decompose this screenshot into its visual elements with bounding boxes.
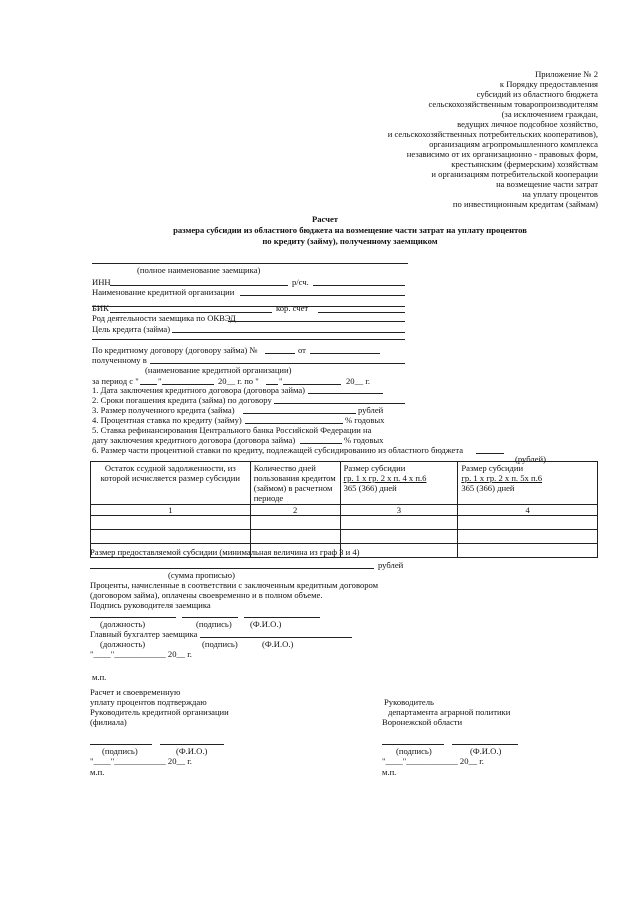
bank-head-label: Руководитель кредитной организации — [90, 707, 229, 717]
appendix-line: сельскохозяйственным товаропроизводителям — [428, 99, 598, 109]
bank-confirm-text: Расчет и своевременную — [90, 687, 181, 697]
table-header-subsidy-b — [458, 462, 598, 505]
position-caption: (должность) — [100, 619, 146, 629]
subsidy-size-label: Размер предоставляемой субсидии (минимальная величина из граф 3 и 4) — [90, 547, 360, 557]
purpose-field[interactable] — [172, 332, 405, 333]
table-row — [91, 516, 598, 530]
fio-caption: (Ф.И.О.) — [250, 619, 282, 629]
appendix-line: крестьянским (фермерским) хозяйствам — [451, 159, 598, 169]
bank-fio-line[interactable] — [160, 744, 224, 745]
item5-label: 5. Ставка рефинансирования Центрального банка Российской Федерации на — [92, 425, 372, 435]
dept-fio-caption: (Ф.И.О.) — [470, 746, 502, 756]
subsidy-table — [90, 461, 598, 558]
item4-field[interactable] — [245, 423, 343, 424]
account-field[interactable] — [313, 285, 405, 286]
table-cell[interactable] — [91, 516, 251, 530]
dept-name-label: департамента аграрной политики — [388, 707, 511, 717]
item2-label: 2. Сроки погашения кредита (займа) по договору — [92, 395, 272, 405]
contract-date-field[interactable] — [310, 353, 380, 354]
item2-field[interactable] — [274, 403, 405, 404]
bank-signature-line[interactable] — [90, 744, 152, 745]
appendix-line: на уплату процентов — [522, 189, 598, 199]
appendix-line: (за исключением граждан, — [501, 109, 598, 119]
dept-fio-line[interactable] — [452, 744, 518, 745]
appendix-line: к Порядку предоставления — [499, 79, 598, 89]
appendix-line: и сельскохозяйственных потребительских кооперативов), — [387, 129, 598, 139]
item3-label: 3. Размер полученного кредита (займа) — [92, 405, 235, 415]
period-quote-1: " — [158, 376, 162, 386]
accountant-label: Главный бухгалтер заемщика — [90, 629, 198, 639]
bank-stamp: м.п. — [90, 767, 105, 777]
borrower-stamp: м.п. — [92, 672, 107, 682]
corr-account-field[interactable] — [318, 312, 405, 313]
table-header-subsidy-a-days: 365 (366) дней — [343, 483, 397, 493]
bank-date: "____"____________ 20__ г. — [90, 756, 192, 766]
interest-paid-text: Проценты, начисленные в соответствии с заключенным кредитным договором — [90, 580, 379, 590]
borrower-date: "____"____________ 20__ г. — [90, 649, 192, 659]
table-cell[interactable] — [458, 516, 598, 530]
head-signature-label: Подпись руководителя заемщика — [90, 600, 211, 610]
table-col-number: 3 — [340, 505, 458, 516]
contract-no-label: По кредитному договору (договору займа) № — [92, 345, 258, 355]
appendix-line: независимо от их организационно - правовых форм, — [406, 149, 598, 159]
dept-date: "____"____________ 20__ г. — [382, 756, 484, 766]
table-cell[interactable] — [458, 544, 598, 558]
bank-confirm-text-2: уплату процентов подтверждаю — [90, 697, 207, 707]
corr-account-label: кор. счет — [276, 303, 309, 313]
period-quote-2: " — [279, 376, 283, 386]
table-header-subsidy-b-title: Размер субсидии — [461, 463, 524, 473]
dept-signature-caption: (подпись) — [396, 746, 432, 756]
borrower-name-line[interactable] — [92, 263, 408, 264]
received-in-label: полученному в — [92, 355, 147, 365]
dept-head-label: Руководитель — [384, 697, 434, 707]
table-header-subsidy-b-days: 365 (366) дней — [461, 483, 515, 493]
table-header-subsidy-a — [340, 462, 458, 505]
table-col-number: 4 — [458, 505, 598, 516]
item3-unit: рублей — [358, 405, 384, 415]
head-position-line[interactable] — [90, 617, 176, 618]
table-header-subsidy-a-title: Размер субсидии — [343, 463, 406, 473]
table-header-subsidy-a-formula: гр. 1 х гр. 2 х п. 4 х п.6 — [343, 473, 427, 483]
bank-signature-caption: (подпись) — [102, 746, 138, 756]
table-col-number: 2 — [250, 505, 340, 516]
subsidy-size-field[interactable] — [90, 568, 374, 569]
table-cell[interactable] — [340, 516, 458, 530]
head-signature-line[interactable] — [182, 617, 238, 618]
table-unit: (рублей) — [515, 454, 546, 464]
table-header-subsidy-b-formula: гр. 1 х гр. 2 х п. 5х п.6 — [461, 473, 543, 483]
period-year-2: 20__ г. — [346, 376, 371, 386]
period-prefix: за период с " — [92, 376, 139, 386]
item1-field[interactable] — [308, 393, 383, 394]
table-cell[interactable] — [458, 530, 598, 544]
dept-region-label: Воронежской области — [382, 717, 463, 727]
appendix-line: и организациям потребительской кооперации — [431, 169, 598, 179]
sum-in-words-caption: (сумма прописью) — [168, 570, 235, 580]
table-cell[interactable] — [250, 530, 340, 544]
purpose-field-2[interactable] — [92, 339, 405, 340]
bank-name-label: Наименование кредитной организации — [92, 287, 235, 297]
borrower-name-caption: (полное наименование заемщика) — [137, 265, 261, 275]
signature-caption: (подпись) — [196, 619, 232, 629]
accountant-line[interactable] — [200, 637, 352, 638]
bank-branch-label: (филиала) — [90, 717, 127, 727]
bank-name-field-2[interactable] — [92, 306, 405, 307]
item6-field[interactable] — [476, 453, 504, 454]
contract-from-label: от — [298, 345, 306, 355]
period-year-1: 20__ г. по " — [218, 376, 259, 386]
item3-field[interactable] — [243, 413, 356, 414]
item5-field[interactable] — [300, 443, 342, 444]
table-cell[interactable] — [340, 530, 458, 544]
item1-label: 1. Дата заключения кредитного договора (договора займа) — [92, 385, 306, 395]
item6-label: 6. Размер части процентной ставки по кредиту, подлежащей субсидированию из областного бюджета — [92, 445, 464, 455]
okved-label: Род деятельности заемщика по ОКВЭД — [92, 313, 236, 323]
account-label: р/сч. — [292, 277, 309, 287]
received-in-field[interactable] — [150, 363, 405, 364]
item4-label: 4. Процентная ставка по кредиту (займу) — [92, 415, 242, 425]
purpose-label: Цель кредита (займа) — [92, 324, 171, 334]
appendix-line: по инвестиционным кредитам (займам) — [452, 199, 598, 209]
accountant-signature-caption: (подпись) — [202, 639, 238, 649]
appendix-line: субсидий из областного бюджета — [476, 89, 598, 99]
document-title: Расчет — [311, 214, 339, 224]
bank-fio-caption: (Ф.И.О.) — [176, 746, 208, 756]
appendix-line: организациям агропромышленного комплекса — [429, 139, 598, 149]
document-title-line3: по кредиту (займу), полученному заемщиком — [262, 236, 438, 246]
bik-label: БИК — [92, 303, 109, 313]
inn-field[interactable] — [110, 285, 288, 286]
subsidy-rubles: рублей — [378, 560, 404, 570]
appendix-line: ведущих личное подсобное хозяйство, — [457, 119, 598, 129]
dept-stamp: м.п. — [382, 767, 397, 777]
table-header-days: Количество дней пользования кредитом (займом) в расчетном периоде — [250, 462, 340, 505]
table-cell[interactable] — [91, 530, 251, 544]
table-row — [91, 530, 598, 544]
appendix-line: Приложение № 2 — [535, 69, 598, 79]
accountant-position-caption: (должность) — [100, 639, 146, 649]
accountant-fio-caption: (Ф.И.О.) — [262, 639, 294, 649]
bank-caption: (наименование кредитной организации) — [145, 365, 292, 375]
appendix-line: на возмещение части затрат — [496, 179, 598, 189]
item5-label-2: дату заключения кредитного договора (договора займа) — [92, 435, 296, 445]
table-cell[interactable] — [250, 516, 340, 530]
okved-field[interactable] — [228, 321, 405, 322]
head-fio-line[interactable] — [244, 617, 320, 618]
table-col-number: 1 — [91, 505, 251, 516]
bank-name-field[interactable] — [240, 295, 405, 296]
table-header-balance: Остаток ссудной задолженности, из которой исчисляется размер субсидии — [91, 462, 251, 505]
item5-unit: % годовых — [344, 435, 384, 445]
interest-paid-text-2: (договором займа), оплачены своевременно и в полном объеме. — [90, 590, 323, 600]
inn-label: ИНН — [92, 277, 111, 287]
contract-no-field[interactable] — [265, 353, 295, 354]
document-title-line2: размера субсидии из областного бюджета на возмещение части затрат на уплату процентов — [173, 225, 527, 235]
dept-signature-line[interactable] — [382, 744, 444, 745]
item4-unit: % годовых — [345, 415, 385, 425]
